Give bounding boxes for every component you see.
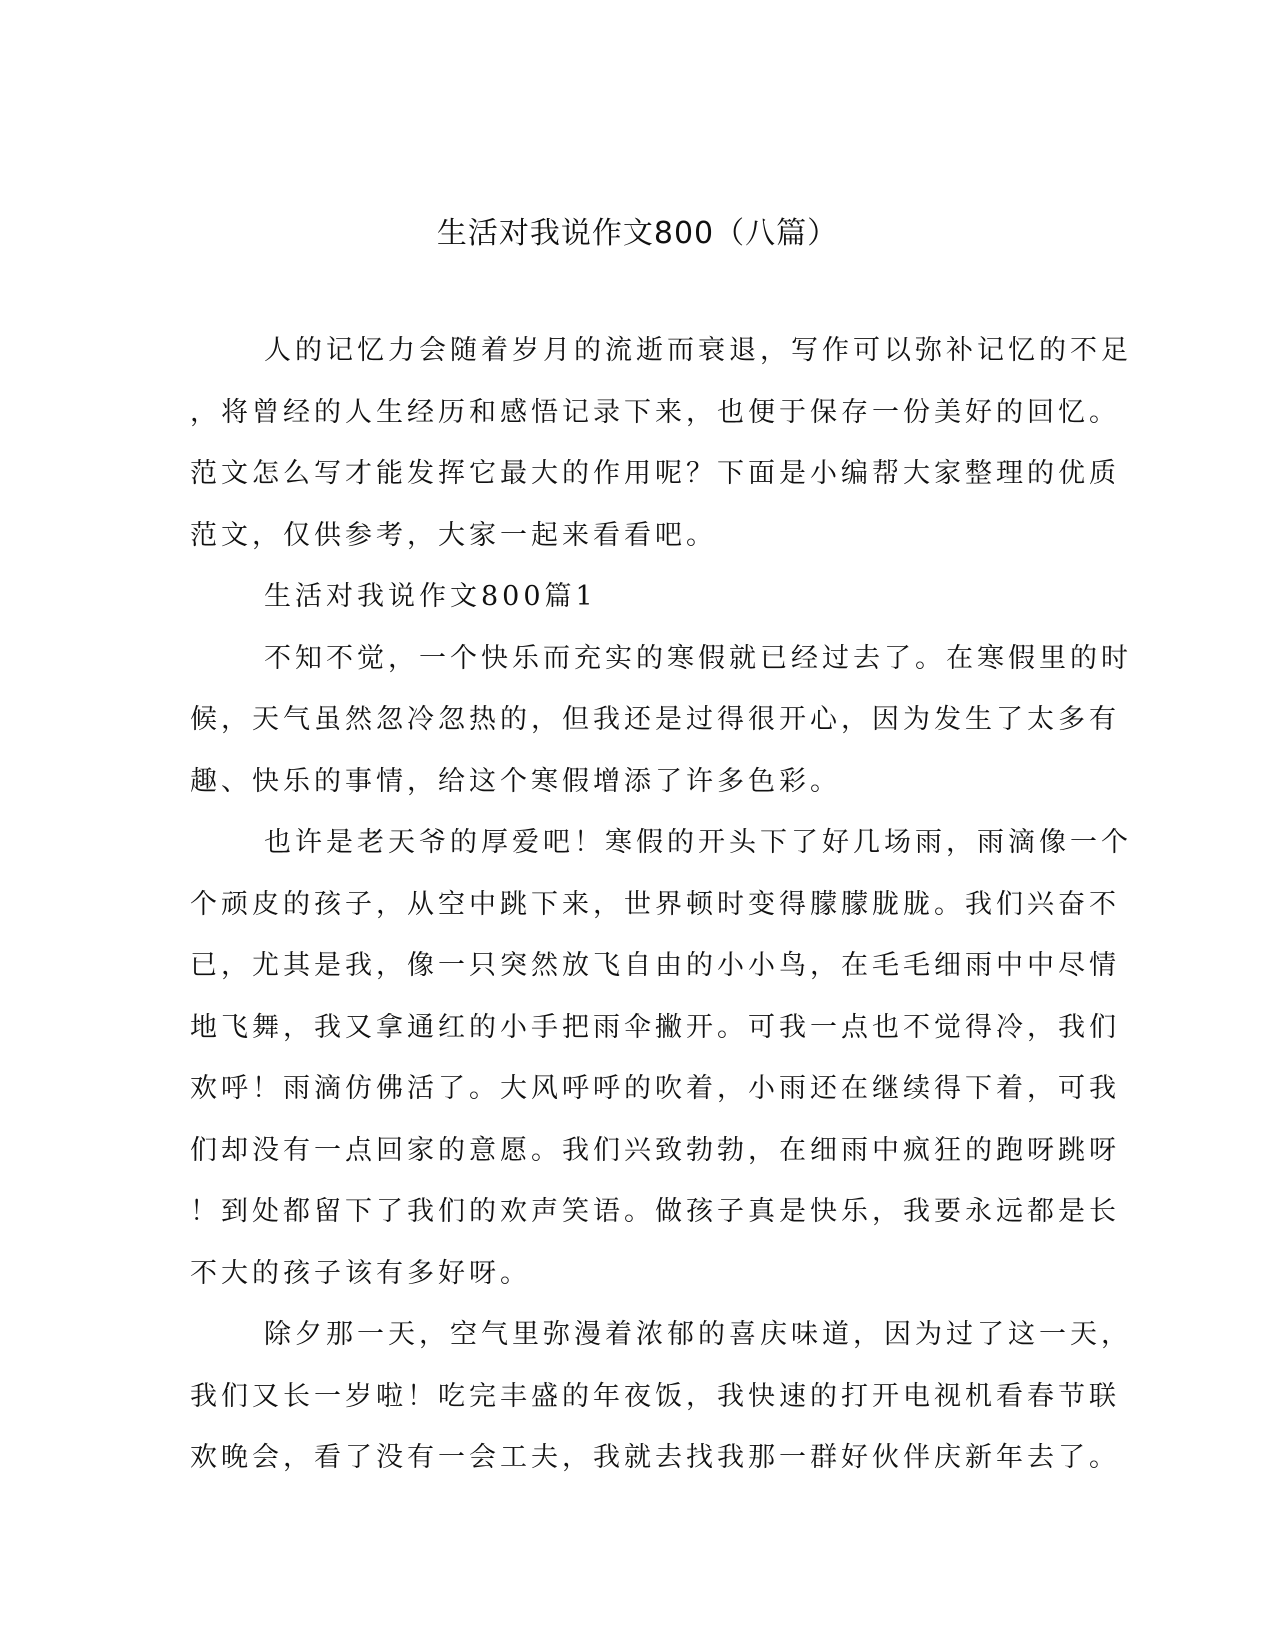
paragraph-line: 地飞舞，我又拿通红的小手把雨伞撇开。可我一点也不觉得冷，我们 <box>190 1011 1120 1043</box>
paragraph-line: 趣、快乐的事情，给这个寒假增添了许多色彩。 <box>190 765 841 797</box>
paragraph-line: 不大的孩子该有多好呀。 <box>190 1257 531 1289</box>
paragraph-line: 我们又长一岁啦！吃完丰盛的年夜饭，我快速的打开电视机看春节联 <box>190 1380 1120 1412</box>
intro-paragraph-line: 范文怎么写才能发挥它最大的作用呢？下面是小编帮大家整理的优质 <box>190 458 1120 489</box>
intro-paragraph-line: 人的记忆力会随着岁月的流逝而衰退，写作可以弥补记忆的不足 <box>264 335 1132 366</box>
paragraph-line: 欢呼！雨滴仿佛活了。大风呼呼的吹着，小雨还在继续得下着，可我 <box>190 1073 1120 1104</box>
paragraph-line: 不知不觉，一个快乐而充实的寒假就已经过去了。在寒假里的时 <box>264 642 1132 674</box>
paragraph-line: 欢晚会，看了没有一会工夫，我就去找我那一群好伙伴庆新年去了。 <box>190 1442 1120 1473</box>
paragraph-line: 已，尤其是我，像一只突然放飞自由的小小鸟，在毛毛细雨中中尽情 <box>190 950 1120 981</box>
paragraph-line: 个顽皮的孩子，从空中跳下来，世界顿时变得朦朦胧胧。我们兴奋不 <box>190 888 1120 920</box>
intro-paragraph-line: 范文，仅供参考，大家一起来看看吧。 <box>190 519 717 551</box>
paragraph-line: 候，天气虽然忽冷忽热的，但我还是过得很开心，因为发生了太多有 <box>190 704 1120 735</box>
paragraph-line: 也许是老天爷的厚爱吧！寒假的开头下了好几场雨，雨滴像一个 <box>264 827 1132 858</box>
section-heading: 生活对我说作文800篇1 <box>264 581 597 612</box>
document-title: 生活对我说作文800（八篇） <box>436 216 839 251</box>
document-body <box>190 320 1132 1489</box>
paragraph-line: 除夕那一天，空气里弥漫着浓郁的喜庆味道，因为过了这一天， <box>264 1319 1132 1350</box>
paragraph-line: 们却没有一点回家的意愿。我们兴致勃勃，在细雨中疯狂的跑呀跳呀 <box>190 1134 1120 1166</box>
paragraph-line: ！到处都留下了我们的欢声笑语。做孩子真是快乐，我要永远都是长 <box>190 1196 1120 1227</box>
intro-paragraph-line: ，将曾经的人生经历和感悟记录下来，也便于保存一份美好的回忆。 <box>190 396 1120 428</box>
